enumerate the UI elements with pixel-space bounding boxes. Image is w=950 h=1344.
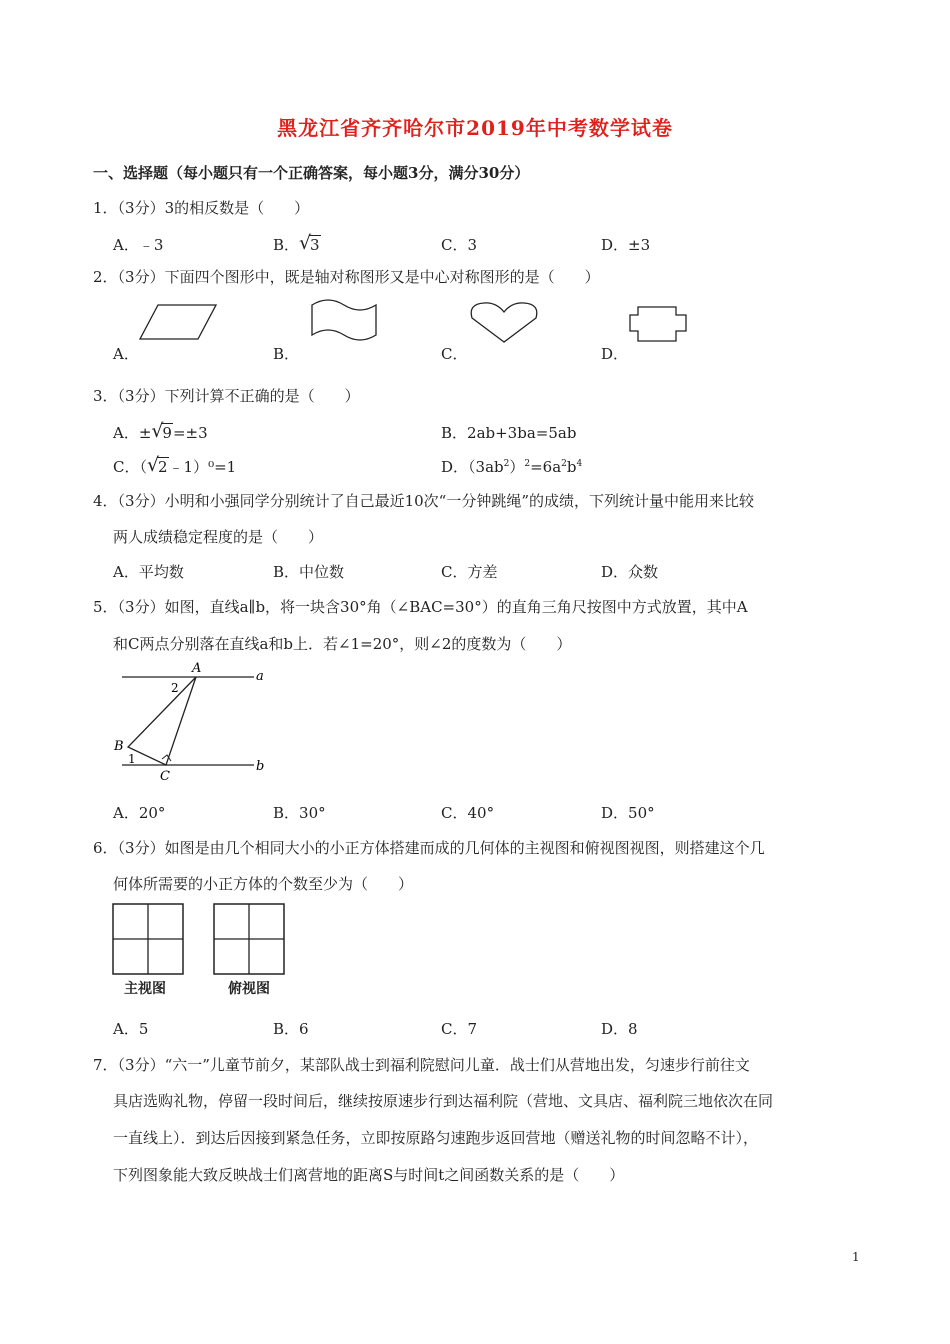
q4-option-c: C．方差 [441, 563, 498, 581]
q2-cross-figure [626, 301, 690, 347]
label-point-c: C [160, 769, 170, 784]
q4-option-d: D．众数 [601, 563, 659, 581]
q7-line2: 具店选购礼物，停留一段时间后，继续按原速步行到达福利院（营地、文具店、福利院三地依次在同 [113, 1092, 774, 1110]
triangle-abc [128, 677, 196, 765]
q1-stem: 1．（3分）3的相反数是（ ） [93, 199, 310, 217]
q1-option-c: C．3 [441, 236, 478, 254]
sqrt-symbol: √ 9 [151, 420, 172, 442]
q7-line4: 下列图象能大致反映战士们离营地的距离S与时间t之间函数关系的是（ ） [113, 1166, 625, 1184]
label-angle-1: 1 [128, 752, 136, 766]
q6-option-b: B．6 [273, 1020, 309, 1038]
q6-option-d: D．8 [601, 1020, 638, 1038]
q1-option-b-prefix: B． [273, 236, 300, 254]
q3-option-c-radicand: 2 [157, 458, 168, 476]
q1-option-b-radicand: 3 [310, 236, 320, 254]
q1-option-b [273, 234, 321, 255]
label-line-a: a [256, 669, 264, 684]
q4-stem-line2: 两人成绩稳定程度的是（ ） [113, 528, 324, 546]
q7-line3: 一直线上）．到达后因接到紧急任务，立即按原路匀速跑步返回营地（赠送礼物的时间忽略不计）， [113, 1129, 759, 1147]
q3-stem: 3．（3分）下列计算不正确的是（ ） [93, 387, 360, 405]
q4-option-b: B．中位数 [273, 563, 345, 581]
q3-d-sup1: 2 [503, 459, 510, 469]
top-view-grid [211, 902, 287, 976]
label-point-b: B [114, 739, 124, 754]
q3-option-b: B．2ab+3ba=5ab [441, 424, 577, 442]
q7-line1: 7．（3分）“六一”儿童节前夕，某部队战士到福利院慰问儿童．战士们从营地出发，匀速步行前往文 [93, 1056, 750, 1074]
q3-d-part2: ） [509, 458, 525, 476]
q2-option-b: B． [273, 345, 300, 363]
q3-d-sup4: 4 [576, 459, 583, 469]
sqrt-symbol: √ 2 [146, 454, 168, 476]
q4-option-a: A．平均数 [113, 563, 184, 581]
q2-stem: 2．（3分）下面四个图形中，既是轴对称图形又是中心对称图形的是（ ） [93, 268, 600, 286]
page-number: 1 [852, 1250, 860, 1264]
q5-geometry-figure [108, 658, 278, 786]
q5-stem-line1: 5．（3分）如图，直线a∥b，将一块含30°角（∠BAC=30°）的直角三角尺按图中方式放置，其中A [93, 598, 748, 616]
q3-d-sup3: 2 [561, 459, 567, 469]
label-point-a: A [192, 661, 202, 676]
q6-stem-line2: 何体所需要的小正方体的个数至少为（ ） [113, 875, 414, 893]
q5-stem-line2: 和C两点分别落在直线a和b上．若∠1=20°，则∠2的度数为（ ） [113, 635, 572, 653]
q5-option-c: C．40° [441, 804, 495, 822]
q3-d-part1: D．（3ab [441, 458, 504, 476]
q2-option-c: C． [441, 345, 468, 363]
q2-heart-figure [466, 298, 542, 346]
top-view-label: 俯视图 [228, 981, 270, 997]
front-view-grid [110, 902, 186, 976]
q5-option-b: B．30° [273, 804, 326, 822]
q3-d-sup2: 2 [524, 459, 531, 469]
page-title: 黑龙江省齐齐哈尔市2019年中考数学试卷 [277, 116, 673, 140]
q2-option-a: A． [113, 345, 139, 363]
q5-option-a: A．20° [113, 804, 166, 822]
q6-option-c: C．7 [441, 1020, 478, 1038]
q3-d-part4: b [566, 458, 577, 476]
q1-option-a: A．﹣3 [113, 236, 164, 254]
q3-option-c-prefix: C．（ [113, 458, 147, 476]
q3-option-a-radicand: 9 [162, 424, 172, 442]
q3-d-part3: =6a [530, 458, 562, 476]
q6-option-a: A．5 [113, 1020, 149, 1038]
front-view-label: 主视图 [124, 981, 166, 997]
sqrt-symbol: √ 3 [299, 232, 320, 254]
q2-flag-figure [306, 297, 382, 345]
q2-parallelogram-figure [136, 303, 222, 343]
q3-option-c [113, 456, 236, 477]
q3-option-d [441, 456, 582, 477]
q4-stem-line1: 4．（3分）小明和小强同学分别统计了自己最近10次“一分钟跳绳”的成绩，下列统计量中能用来比较 [93, 492, 755, 510]
label-angle-2: 2 [171, 681, 179, 695]
q6-stem-line1: 6．（3分）如图是由几个相同大小的小正方体搭建而成的几何体的主视图和俯视图视图，则搭建这个几 [93, 839, 765, 857]
q3-option-a [113, 422, 208, 443]
q3-option-a-prefix: A．± [113, 424, 152, 442]
section-heading: 一、选择题（每小题只有一个正确答案，每小题3分，满分30分） [93, 164, 530, 182]
q5-option-d: D．50° [601, 804, 655, 822]
label-line-b: b [256, 759, 265, 774]
q1-option-d: D．±3 [601, 236, 651, 254]
q3-option-c-suffix: ﹣1）⁰=1 [168, 458, 237, 476]
q2-option-d: D． [601, 345, 629, 363]
q3-option-a-suffix: =±3 [172, 424, 208, 442]
